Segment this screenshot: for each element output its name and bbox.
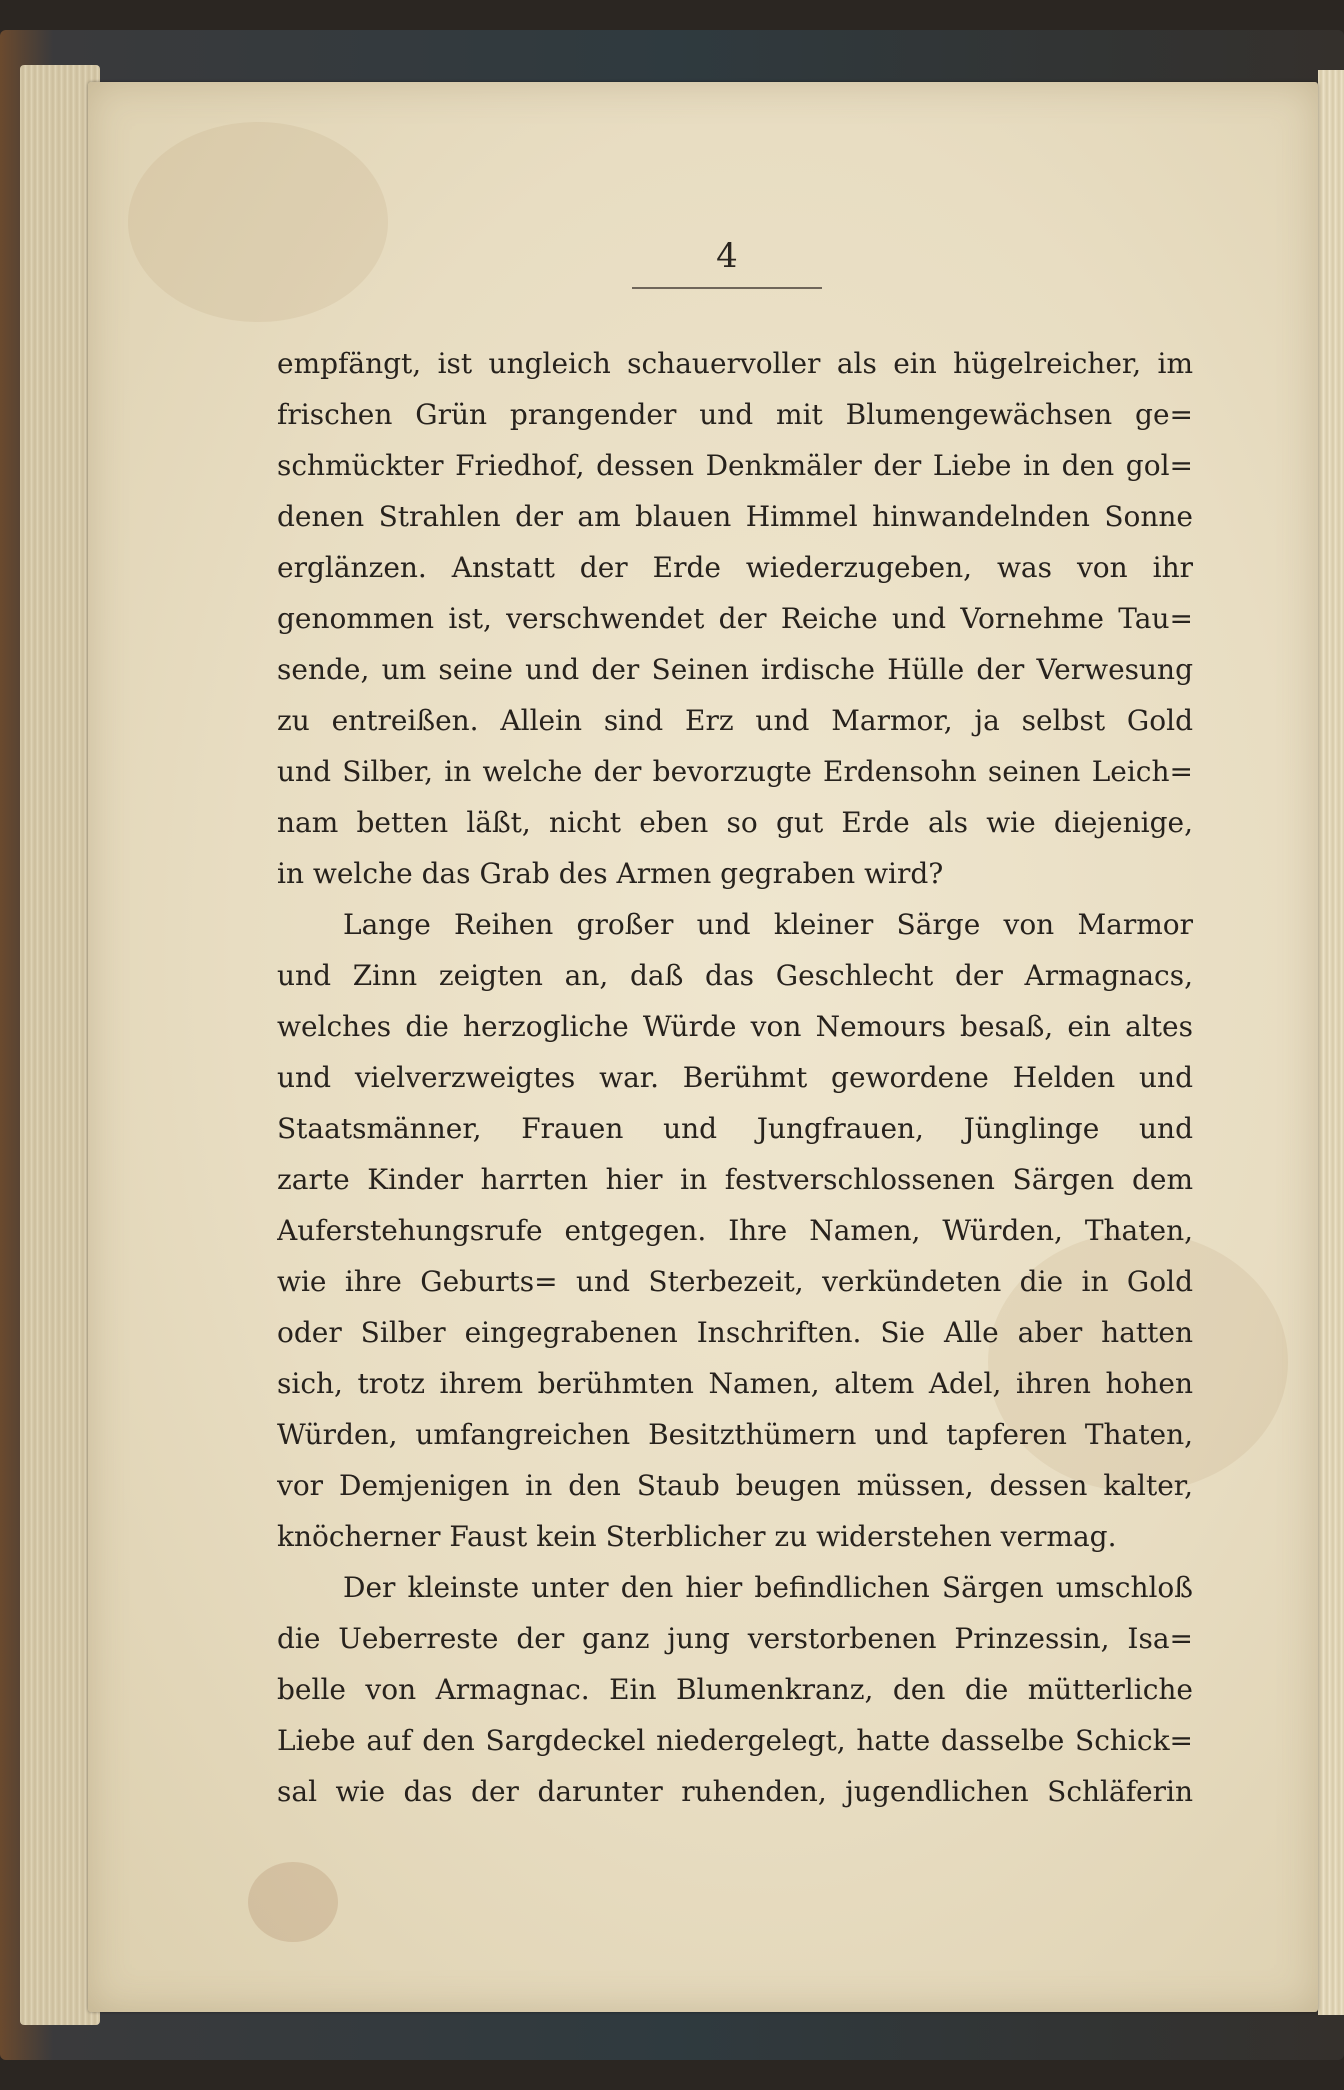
text-line: frischen Grün prangender und mit Blumengewächsen ge= — [277, 398, 1193, 431]
text-line: oder Silber eingegrabenen Inschriften. Sie Alle aber hatten — [277, 1316, 1193, 1349]
text-line: empfängt, ist ungleich schauervoller als ein hügelreicher, im — [277, 347, 1193, 380]
text-line: erglänzen. Anstatt der Erde wiederzugeben, was von ihr — [277, 551, 1193, 584]
page-edges-right — [1318, 70, 1344, 2015]
text-line: Der kleinste unter den hier befindlichen Särgen umschloß — [343, 1571, 1193, 1604]
text-line: welches die herzogliche Würde von Nemours besaß, ein altes — [277, 1010, 1193, 1043]
text-line: und vielverzweigtes war. Berühmt gewordene Helden und — [277, 1061, 1193, 1094]
header-rule — [632, 287, 822, 289]
text-line: sal wie das der darunter ruhenden, jugendlichen Schläferin — [277, 1775, 1193, 1808]
text-line: denen Strahlen der am blauen Himmel hinwandelnden Sonne — [277, 500, 1193, 533]
text-line: Auferstehungsrufe entgegen. Ihre Namen, Würden, Thaten, — [277, 1214, 1193, 1247]
text-line: Lange Reihen großer und kleiner Särge von Marmor — [343, 908, 1193, 941]
text-line: die Ueberreste der ganz jung verstorbenen Prinzessin, Isa= — [277, 1622, 1193, 1655]
text-line: und Zinn zeigten an, daß das Geschlecht der Armagnacs, — [277, 959, 1193, 992]
paper-stain — [248, 1862, 338, 1942]
text-line: Würden, umfangreichen Besitzthümern und tapferen Thaten, — [277, 1418, 1193, 1451]
text-line: in welche das Grab des Armen gegraben wird? — [277, 857, 944, 890]
page-number: 4 — [716, 236, 738, 276]
text-line: sich, trotz ihrem berühmten Namen, altem Adel, ihren hohen — [277, 1367, 1193, 1400]
text-line: zu entreißen. Allein sind Erz und Marmor, ja selbst Gold — [277, 704, 1193, 737]
text-line: Staatsmänner, Frauen und Jungfrauen, Jünglinge und — [277, 1112, 1193, 1145]
paper-stain — [128, 122, 388, 322]
text-line: wie ihre Geburts= und Sterbezeit, verkündeten die in Gold — [277, 1265, 1193, 1298]
text-line: schmückter Friedhof, dessen Denkmäler der Liebe in den gol= — [277, 449, 1193, 482]
text-line: Liebe auf den Sargdeckel niedergelegt, hatte dasselbe Schick= — [277, 1724, 1193, 1757]
text-line: knöcherner Faust kein Sterblicher zu widerstehen vermag. — [277, 1520, 1117, 1553]
body-text — [277, 338, 1193, 1817]
text-line: vor Demjenigen in den Staub beugen müssen, dessen kalter, — [277, 1469, 1193, 1502]
text-line: genommen ist, verschwendet der Reiche und Vornehme Tau= — [277, 602, 1193, 635]
text-line: und Silber, in welche der bevorzugte Erdensohn seinen Leich= — [277, 755, 1193, 788]
text-line: zarte Kinder harrten hier in festverschlossenen Särgen dem — [277, 1163, 1193, 1196]
text-line: nam betten läßt, nicht eben so gut Erde als wie diejenige, — [277, 806, 1193, 839]
text-line: belle von Armagnac. Ein Blumenkranz, den die mütterliche — [277, 1673, 1193, 1706]
text-line: sende, um seine und der Seinen irdische Hülle der Verwesung — [277, 653, 1193, 686]
